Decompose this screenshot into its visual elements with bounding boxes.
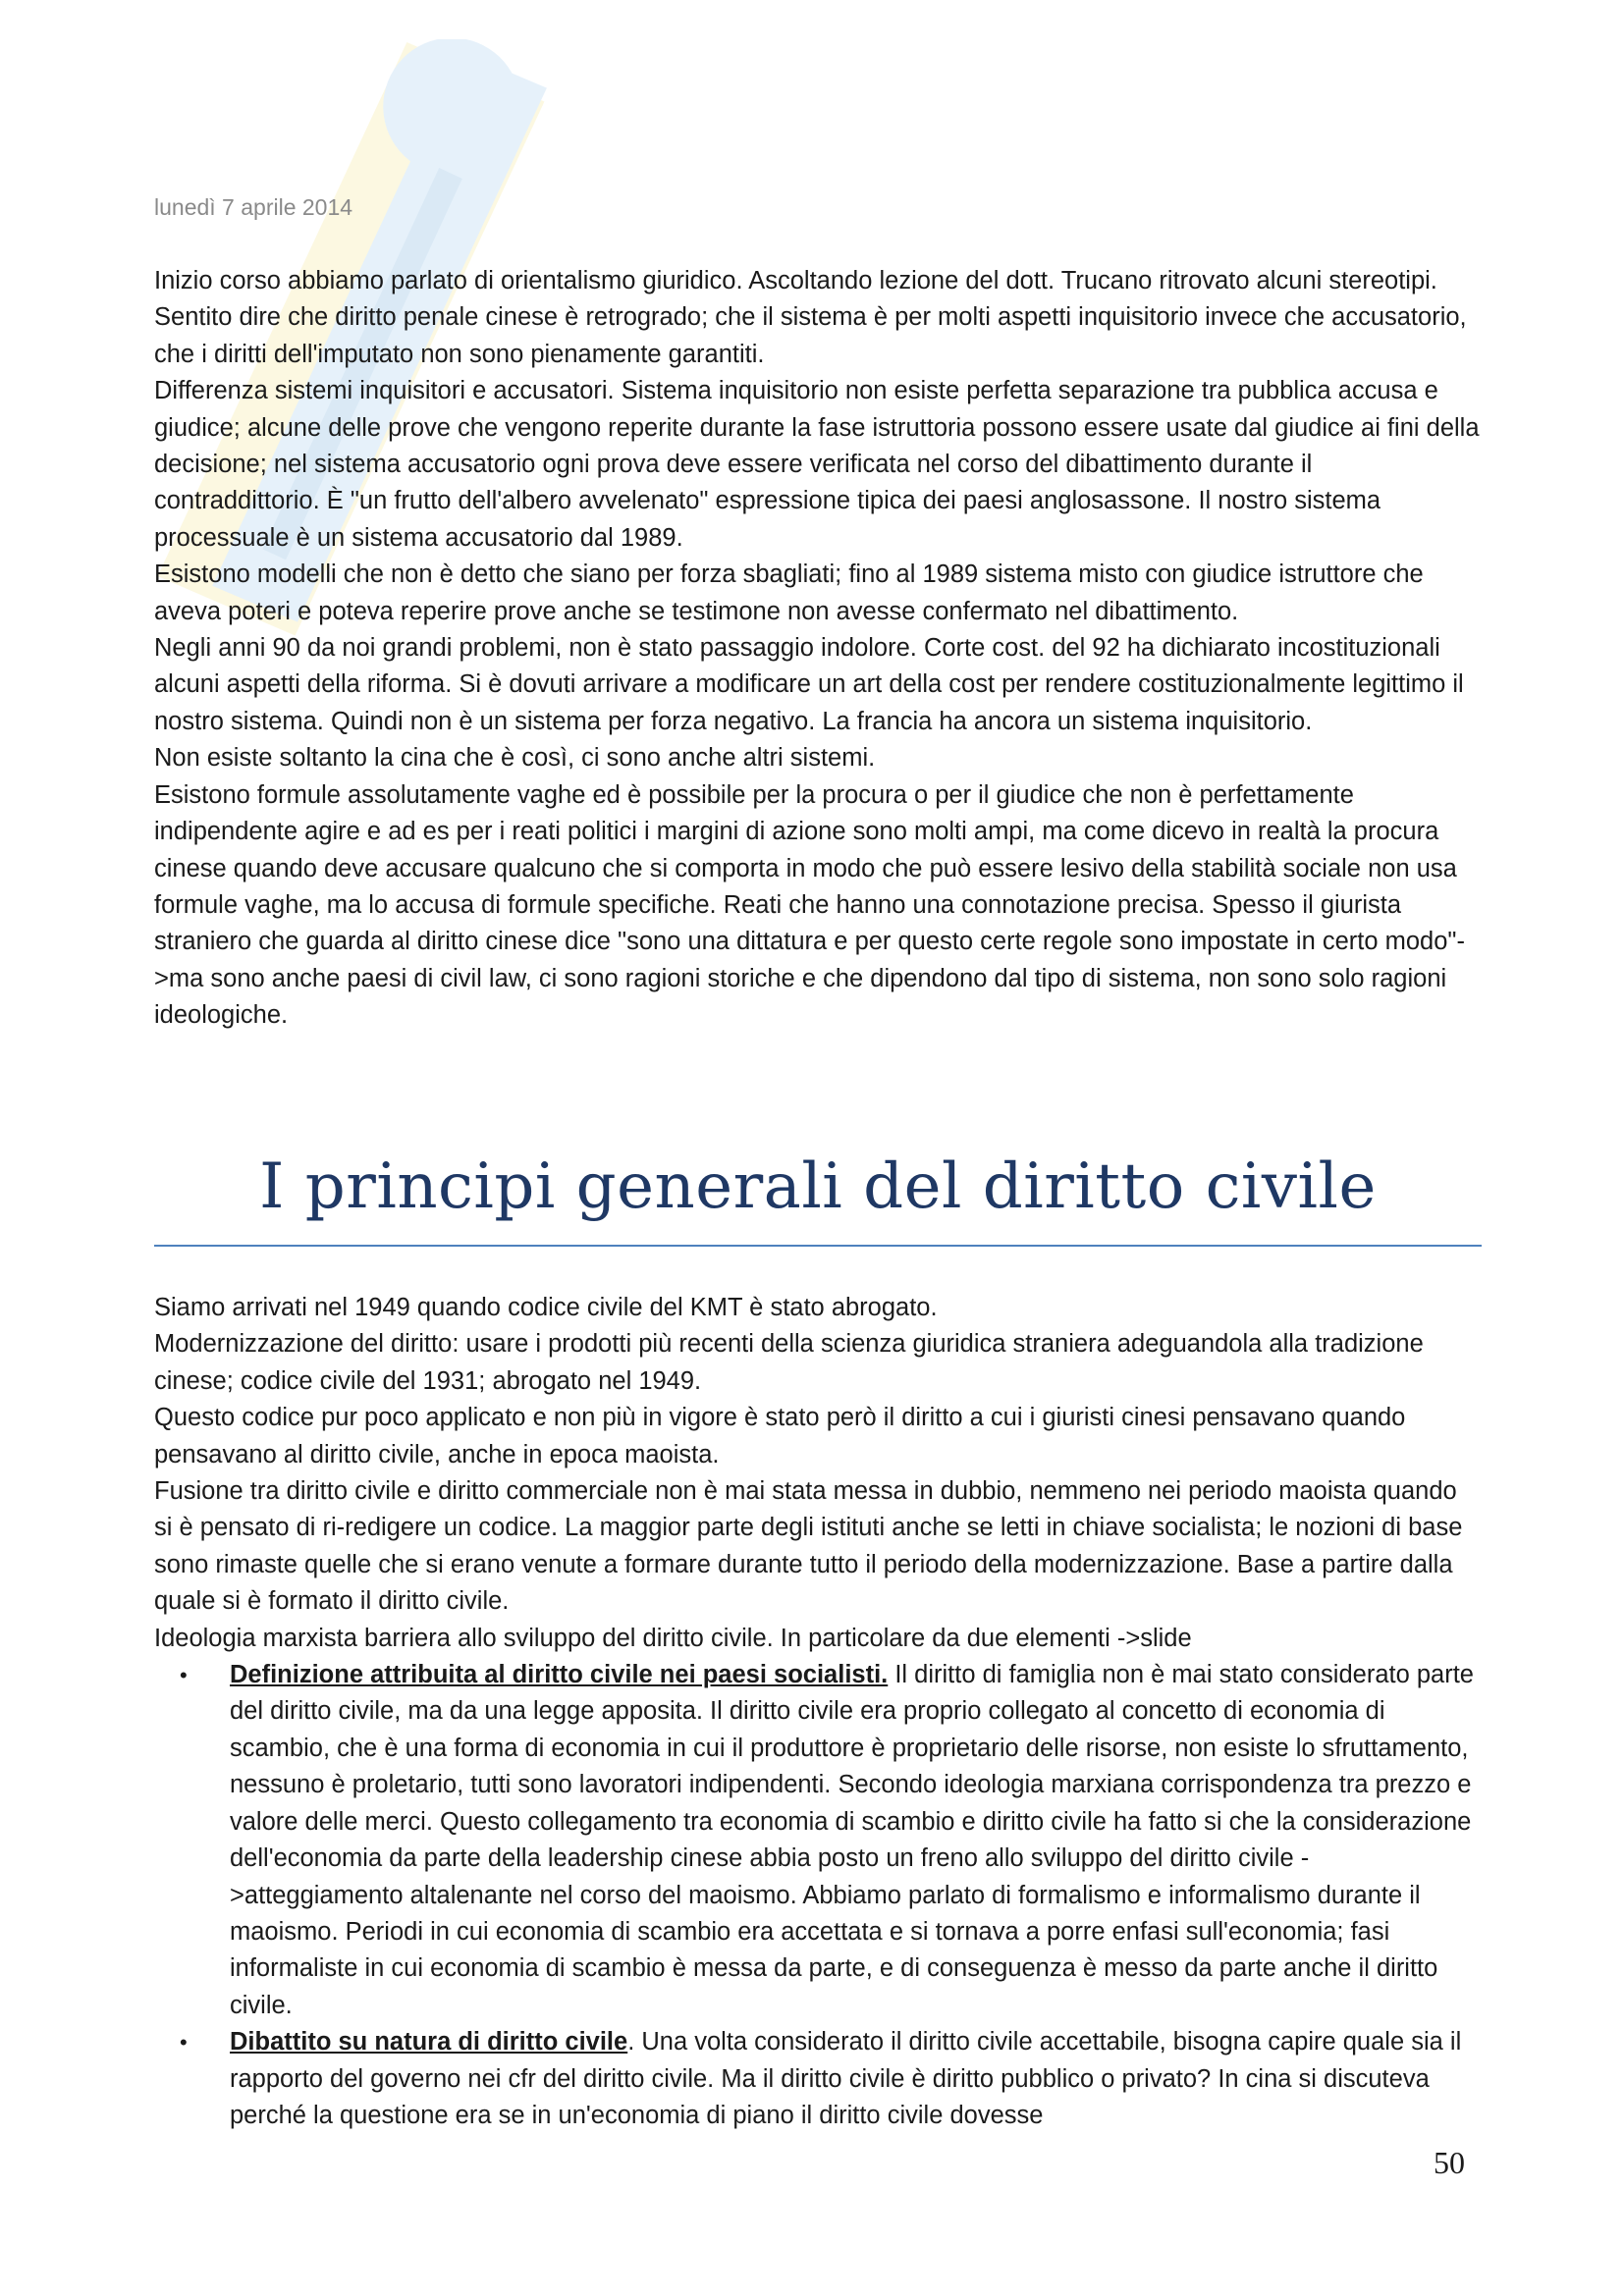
bullet-icon: •: [180, 2030, 188, 2056]
list-item: [154, 1657, 1482, 2024]
paragraph: Esistono modelli che non è detto che siano per forza sbagliati; fino al 1989 sistema misto con giudice istruttore che aveva poteri e poteva reperire prove anche se testimone non avesse confermato nel dibattimento.: [154, 561, 1424, 625]
heading-underline: [154, 1245, 1482, 1247]
paragraph: Inizio corso abbiamo parlato di orientalismo giuridico. Ascoltando lezione del dott. Trucano ritrovato alcuni stereotipi. Sentito dire che diritto penale cinese è retrogrado; che il sistema è per molti aspetti inquisitorio invece che accusatorio, che i diritti dell'imputato non sono pienamente garantiti.: [154, 267, 1467, 368]
paragraph: Differenza sistemi inquisitori e accusatori. Sistema inquisitorio non esiste perfetta separazione tra pubblica accusa e giudice; alcune delle prove che vengono reperite durante la fase istruttoria possono essere usate dal giudice ai fini della decisione; nel sistema accusatorio ogni prova deve essere verificata nel corso del dibattimento durante il contraddittorio. È "un frutto dell'albero avvelenato" espressione tipica dei paesi anglosassone. Il nostro sistema processuale è un sistema accusatorio dal 1989.: [154, 377, 1480, 552]
paragraph: Fusione tra diritto civile e diritto commerciale non è mai stata messa in dubbio, nemmeno nei periodo maoista quando si è pensato di ri-redigere un codice. La maggior parte degli istituti anche se letti in chiave socialista; le nozioni di base sono rimaste quelle che si erano venute a formare durante tutto il periodo della modernizzazione. Base a partire dalla quale si è formato il diritto civile.: [154, 1477, 1463, 1616]
paragraph: Non esiste soltanto la cina che è così, ci sono anche altri sistemi.: [154, 744, 876, 773]
bullet-icon: •: [180, 1663, 188, 1688]
section-1-text: [154, 263, 1482, 1035]
list-item-title: Definizione attribuita al diritto civile nei paesi socialisti.: [230, 1661, 889, 1689]
paragraph: Ideologia marxista barriera allo sviluppo del diritto civile. In particolare da due elementi ->slide: [154, 1624, 1192, 1652]
list-item-text: Il diritto di famiglia non è mai stato considerato parte del diritto civile, ma da una legge apposita. Il diritto civile era proprio collegato al concetto di economia di scambio, che è una forma di economia in cui il produttore è proprietario delle risorse, non esiste lo sfruttamento, nessuno è proletario, tutti sono lavoratori indipendenti. Secondo ideologia marxiana corrispondenza tra prezzo e valore delle merci. Questo collegamento tra economia di scambio e diritto civile ha fatto si che la considerazione dell'economia da parte della leadership cinese abbia posto un freno allo sviluppo del diritto civile ->atteggiamento altalenante nel corso del maoismo. Abbiamo parlato di formalismo e informalismo durante il maoismo. Periodi in cui economia di scambio era accettata e si tornava a porre enfasi sull'economia; fasi informaliste in cui economia di scambio è messa da parte, e di conseguenza è messo da parte anche il diritto civile.: [230, 1661, 1474, 2019]
bullet-list: [154, 1657, 1482, 2134]
section-heading: I principi generali del diritto civile: [259, 1150, 1377, 1223]
list-item-text: . Una volta considerato il diritto civile accettabile, bisogna capire quale sia il rapporto del governo nei cfr del diritto civile. Ma il diritto civile è diritto pubblico o privato? In cina si discuteva perché la questione era se in un'economia di piano il diritto civile dovesse: [230, 2028, 1462, 2129]
page-date: lunedì 7 aprile 2014: [154, 194, 353, 220]
list-item: [154, 2024, 1482, 2134]
paragraph: Negli anni 90 da noi grandi problemi, non è stato passaggio indolore. Corte cost. del 92 ha dichiarato incostituzionali alcuni aspetti della riforma. Si è dovuti arrivare a modificare un art della cost per rendere costituzionalmente legittimo il nostro sistema. Quindi non è un sistema per forza negativo. La francia ha ancora un sistema inquisitorio.: [154, 634, 1464, 735]
page-number: 50: [1434, 2145, 1465, 2180]
paragraph: Esistono formule assolutamente vaghe ed è possibile per la procura o per il giudice che non è perfettamente indipendente agire e ad es per i reati politici i margini di azione sono molti ampi, ma come dicevo in realtà la procura cinese quando deve accusare qualcuno che si comporta in modo che può essere lesivo della stabilità sociale non usa formule vaghe, ma lo accusa di formule specifiche. Reati che hanno una connotazione precisa. Spesso il giurista straniero che guarda al diritto cinese dice "sono una dittatura e per questo certe regole sono impostate in certo modo"->ma sono anche paesi di civil law, ci sono ragioni storiche e che dipendono dal tipo di sistema, non sono solo ragioni ideologiche.: [154, 780, 1465, 1030]
list-item-title: Dibattito su natura di diritto civile: [230, 2028, 628, 2056]
paragraph: Modernizzazione del diritto: usare i prodotti più recenti della scienza giuridica straniera adeguandola alla tradizione cinese; codice civile del 1931; abrogato nel 1949.: [154, 1330, 1424, 1395]
paragraph: Questo codice pur poco applicato e non più in vigore è stato però il diritto a cui i giuristi cinesi pensavano quando pensavano al diritto civile, anche in epoca maoista.: [154, 1404, 1406, 1468]
section-2-text: [154, 1290, 1482, 2134]
paragraph: Siamo arrivati nel 1949 quando codice civile del KMT è stato abrogato.: [154, 1294, 938, 1321]
